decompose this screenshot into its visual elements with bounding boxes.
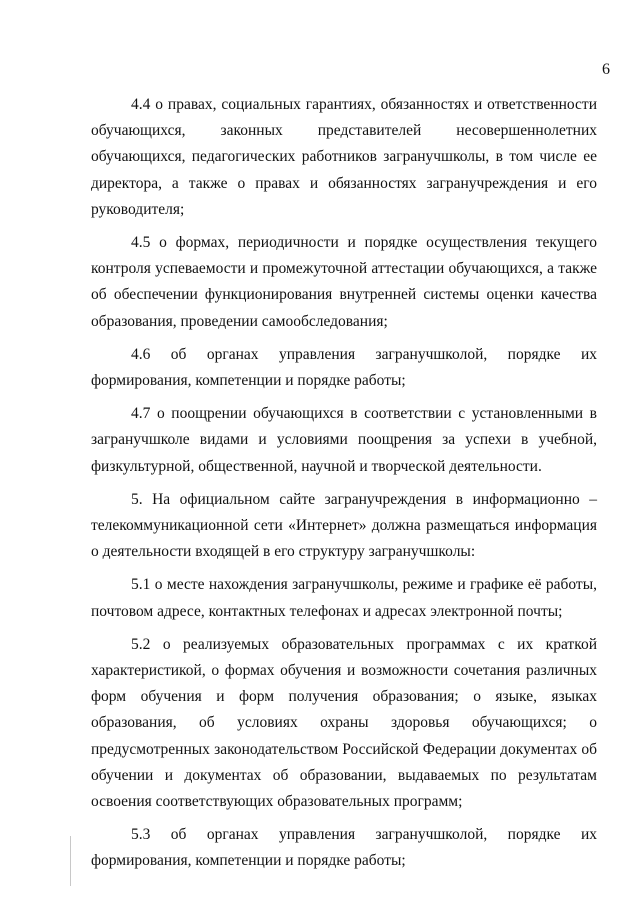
document-body bbox=[91, 92, 597, 882]
paragraph-4-4: 4.4 о правах, социальных гарантиях, обязанностях и ответственности обучающихся, законных представителей несовершеннолетних обучающихся, педагогических работников загранучшколы, в том числе ее директора, а также о правах и обязанностях загранучреждения и его руководителя; bbox=[91, 96, 597, 218]
scan-edge-mark bbox=[70, 836, 71, 886]
paragraph-4-7: 4.7 о поощрении обучающихся в соответствии с установленными в загранучшколе видами и условиями поощрения за успехи в учебной, физкультурной, общественной, научной и творческой деятельности. bbox=[91, 405, 597, 475]
paragraph-5-2: 5.2 о реализуемых образовательных программах с их краткой характеристикой, о формах обучения и возможности сочетания различных форм обучения и форм получения образования; о языке, языках образования, об условиях охраны здоровья обучающихся; о предусмотренных законодательством Российской Федерации документах об обучении и документах об образовании, выдаваемых по результатам освоения соответствующих образовательных программ; bbox=[91, 635, 597, 811]
page-number: 6 bbox=[602, 61, 610, 78]
paragraph-4-6: 4.6 об органах управления загранучшколой, порядке их формирования, компетенции и порядке работы; bbox=[91, 345, 597, 390]
paragraph-4-5: 4.5 о формах, периодичности и порядке осуществления текущего контроля успеваемости и промежуточной аттестации обучающихся, а также об обеспечении функционирования внутренней системы оценки качества образования, проведении самообследования; bbox=[91, 234, 597, 330]
paragraph-5-3: 5.3 об органах управления загранучшколой, порядке их формирования, компетенции и порядке работы; bbox=[91, 826, 597, 870]
paragraph-5-1: 5.1 о месте нахождения загранучшколы, режиме и графике её работы, почтовом адресе, контактных телефонах и адресах электронной почты; bbox=[91, 576, 597, 620]
paragraph-5: 5. На официальном сайте загранучреждения в информационно – телекоммуникационной сети «Интернет» должна размещаться информация о деятельности входящей в его структуру загранучшколы: bbox=[91, 490, 597, 561]
